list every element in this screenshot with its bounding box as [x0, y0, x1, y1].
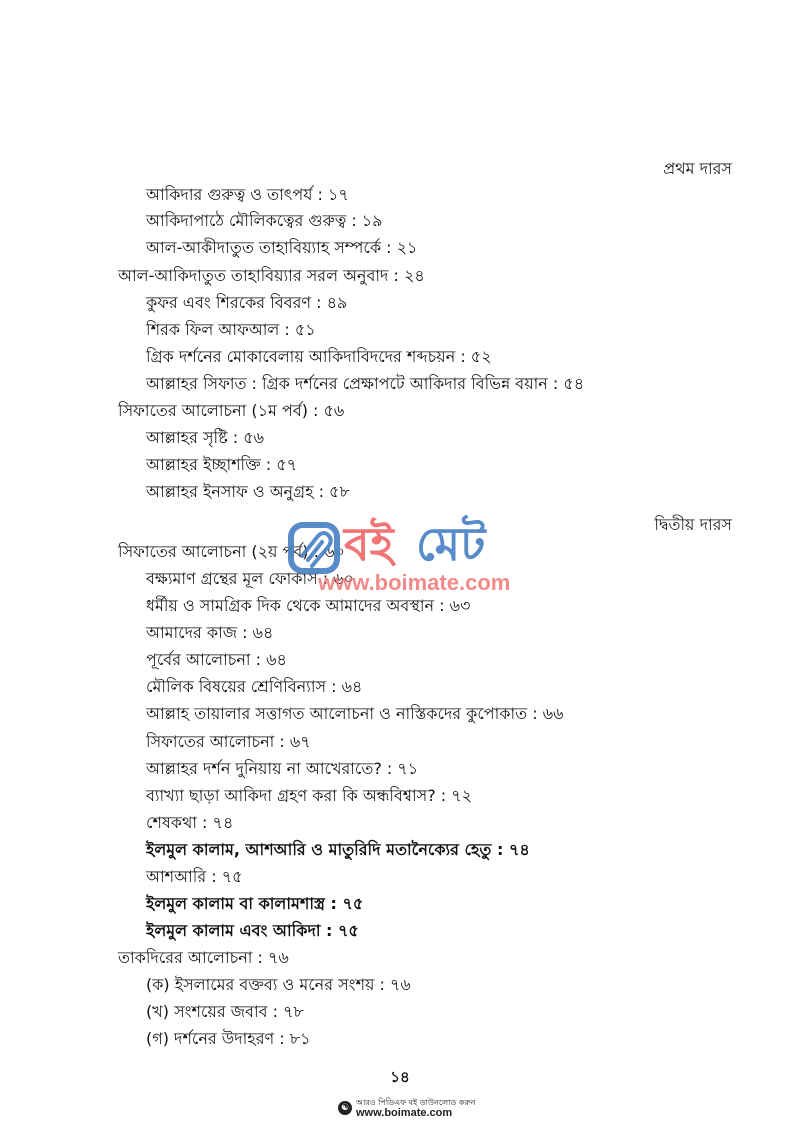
footer-url-link[interactable]: www.boimate.com — [356, 1107, 453, 1119]
toc-entry: সিফাতের আলোচনা : ৬৭ — [146, 732, 311, 751]
toc-entry: ইলমুল কালাম, আশআরি ও মাতুরিদি মতানৈক্যের হেতু : ৭৪ — [146, 840, 530, 859]
toc-entry: (খ) সংশয়ের জবাব : ৭৮ — [146, 1002, 304, 1021]
toc-entry: ব্যাখ্যা ছাড়া আকিদা গ্রহণ করা কি অন্ধবিশ্বাস? : ৭২ — [146, 786, 473, 805]
toc-entry: কুফর এবং শিরকের বিবরণ : ৪৯ — [146, 293, 348, 312]
toc-entry: আল্লাহর ইচ্ছাশক্তি : ৫৭ — [146, 455, 298, 474]
footer-download-badge[interactable] — [338, 1098, 475, 1118]
toc-entry: আকিদাপাঠে মৌলিকত্বের গুরুত্ব : ১৯ — [146, 211, 383, 230]
toc-entry: আল্লাহ তায়ালার সত্তাগত আলোচনা ও নাস্তিকদের কুপোকাত : ৬৬ — [146, 704, 564, 723]
toc-entry: আল্লাহর দর্শন দুনিয়ায় না আখেরাতে? : ৭১ — [146, 759, 419, 778]
toc-entry: বক্ষ্যমাণ গ্রন্থের মূল ফোকাস : ৬০ — [146, 569, 355, 588]
toc-entry: আল-আকীদাতুত তাহাবিয়্যাহ সম্পর্কে : ২১ — [146, 238, 418, 257]
toc-chapter: তাকদিরের আলোচনা : ৭৬ — [118, 948, 289, 967]
section-heading-first-lesson: প্রথম দারস — [663, 159, 732, 178]
toc-entry: ধর্মীয় ও সামগ্রিক দিক থেকে আমাদের অবস্থান : ৬৩ — [146, 596, 471, 615]
toc-entry: পূর্বের আলোচনা : ৬৪ — [146, 650, 287, 669]
toc-entry: আকিদার গুরুত্ব ও তাৎপর্য : ১৭ — [146, 185, 349, 204]
toc-entry: গ্রিক দর্শনের মোকাবেলায় আকিদাবিদদের শব্দচয়ন : ৫২ — [146, 347, 492, 366]
watermark-brand-part1: বই — [344, 517, 394, 571]
toc-entry: শেষকথা : ৭৪ — [146, 813, 234, 832]
toc-entry: ইলমুল কালাম এবং আকিদা : ৭৫ — [146, 921, 359, 940]
watermark-url: www.boimate.com — [318, 570, 511, 595]
watermark-brand-part2: মেট — [416, 517, 486, 571]
toc-entry: আল্লাহর সৃষ্টি : ৫৬ — [146, 428, 265, 447]
toc-entry: শিরক ফিল আফআল : ৫১ — [146, 320, 316, 339]
toc-entry: আল্লাহর ইনসাফ ও অনুগ্রহ : ৫৮ — [146, 482, 350, 501]
toc-entry: আল্লাহর সিফাত : গ্রিক দর্শনের প্রেক্ষাপটে আকিদার বিভিন্ন বয়ান : ৫৪ — [146, 374, 585, 393]
footer-tagline: আরও পিডিএফ বই ডাউনলোড করুন — [356, 1098, 476, 1107]
toc-chapter: আল-আকিদাতুত তাহাবিয়্যার সরল অনুবাদ : ২৪ — [118, 266, 425, 285]
page-number: ১৪ — [390, 1068, 410, 1086]
toc-chapter: সিফাতের আলোচনা (১ম পর্ব) : ৫৬ — [118, 401, 345, 420]
toc-entry: ইলমুল কালাম বা কালামশাস্ত্র : ৭৫ — [146, 894, 364, 913]
toc-entry: (গ) দর্শনের উদাহরণ : ৮১ — [146, 1029, 311, 1048]
toc-entry: মৌলিক বিষয়ের শ্রেণিবিন্যাস : ৬৪ — [146, 677, 363, 696]
section-heading-second-lesson: দ্বিতীয় দারস — [654, 515, 732, 534]
toc-entry: আশআরি : ৭৫ — [146, 867, 243, 886]
toc-entry: (ক) ইসলামের বক্তব্য ও মনের সংশয় : ৭৬ — [146, 975, 411, 994]
toc-chapter: সিফাতের আলোচনা (২য় পর্ব) : ৬০ — [118, 542, 345, 561]
boimate-logo-icon: ☯ — [338, 1101, 352, 1115]
toc-entry: আমাদের কাজ : ৬৪ — [146, 623, 274, 642]
